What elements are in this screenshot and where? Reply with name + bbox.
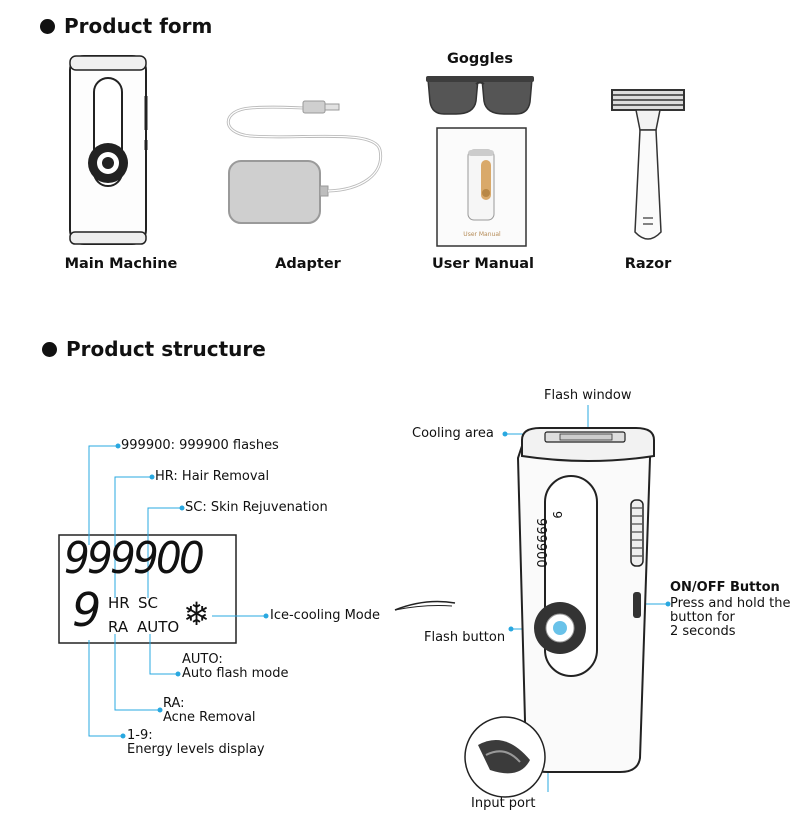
- lcd-auto: AUTO: [137, 618, 180, 636]
- caption-adapter: Adapter: [275, 256, 341, 272]
- annotation-auto-desc: Auto flash mode: [182, 666, 289, 681]
- product-form-title: Product form: [64, 14, 213, 38]
- device-display-level: 9: [550, 511, 564, 519]
- annotation-energy-label: 1-9:: [127, 728, 153, 743]
- lcd-level: 9: [72, 583, 102, 637]
- annotation-cooling-area: Cooling area: [412, 426, 494, 441]
- lcd-ra: RA: [108, 618, 129, 636]
- caption-razor: Razor: [624, 256, 672, 272]
- caption-goggles: Goggles: [446, 51, 514, 67]
- caption-main-machine: Main Machine: [64, 256, 178, 272]
- snowflake-icon: ❄: [183, 595, 210, 633]
- annotation-sc: SC: Skin Rejuvenation: [185, 500, 328, 515]
- annotation-flash-window: Flash window: [544, 388, 632, 403]
- annotation-energy-desc: Energy levels display: [127, 742, 265, 757]
- annotation-onoff-title: ON/OFF Button: [670, 580, 780, 595]
- annotation-ice-cooling: Ice-cooling Mode: [270, 608, 380, 623]
- annotation-onoff-line2: button for: [670, 610, 735, 625]
- annotation-onoff-line1: Press and hold the: [670, 596, 791, 611]
- annotation-ra-label: RA:: [163, 696, 185, 711]
- annotation-auto-label: AUTO:: [182, 652, 223, 667]
- device-illustration: [395, 428, 654, 797]
- annotation-flash-button: Flash button: [424, 630, 506, 645]
- lcd-sc: SC: [138, 594, 158, 612]
- annotation-ra-desc: Acne Removal: [163, 710, 256, 725]
- device-display-counter: 999900: [533, 518, 548, 568]
- lcd-hr: HR: [108, 594, 130, 612]
- annotation-flashes: 999900: 999900 flashes: [121, 438, 279, 453]
- annotation-onoff-line3: 2 seconds: [670, 624, 736, 639]
- manual-cover-text: User Manual: [463, 231, 501, 238]
- caption-user-manual: User Manual: [431, 256, 535, 272]
- product-structure-title: Product structure: [66, 337, 266, 361]
- lcd-counter: 999900: [64, 533, 202, 584]
- annotation-input-port: Input port: [471, 796, 536, 811]
- annotation-hr: HR: Hair Removal: [155, 469, 270, 484]
